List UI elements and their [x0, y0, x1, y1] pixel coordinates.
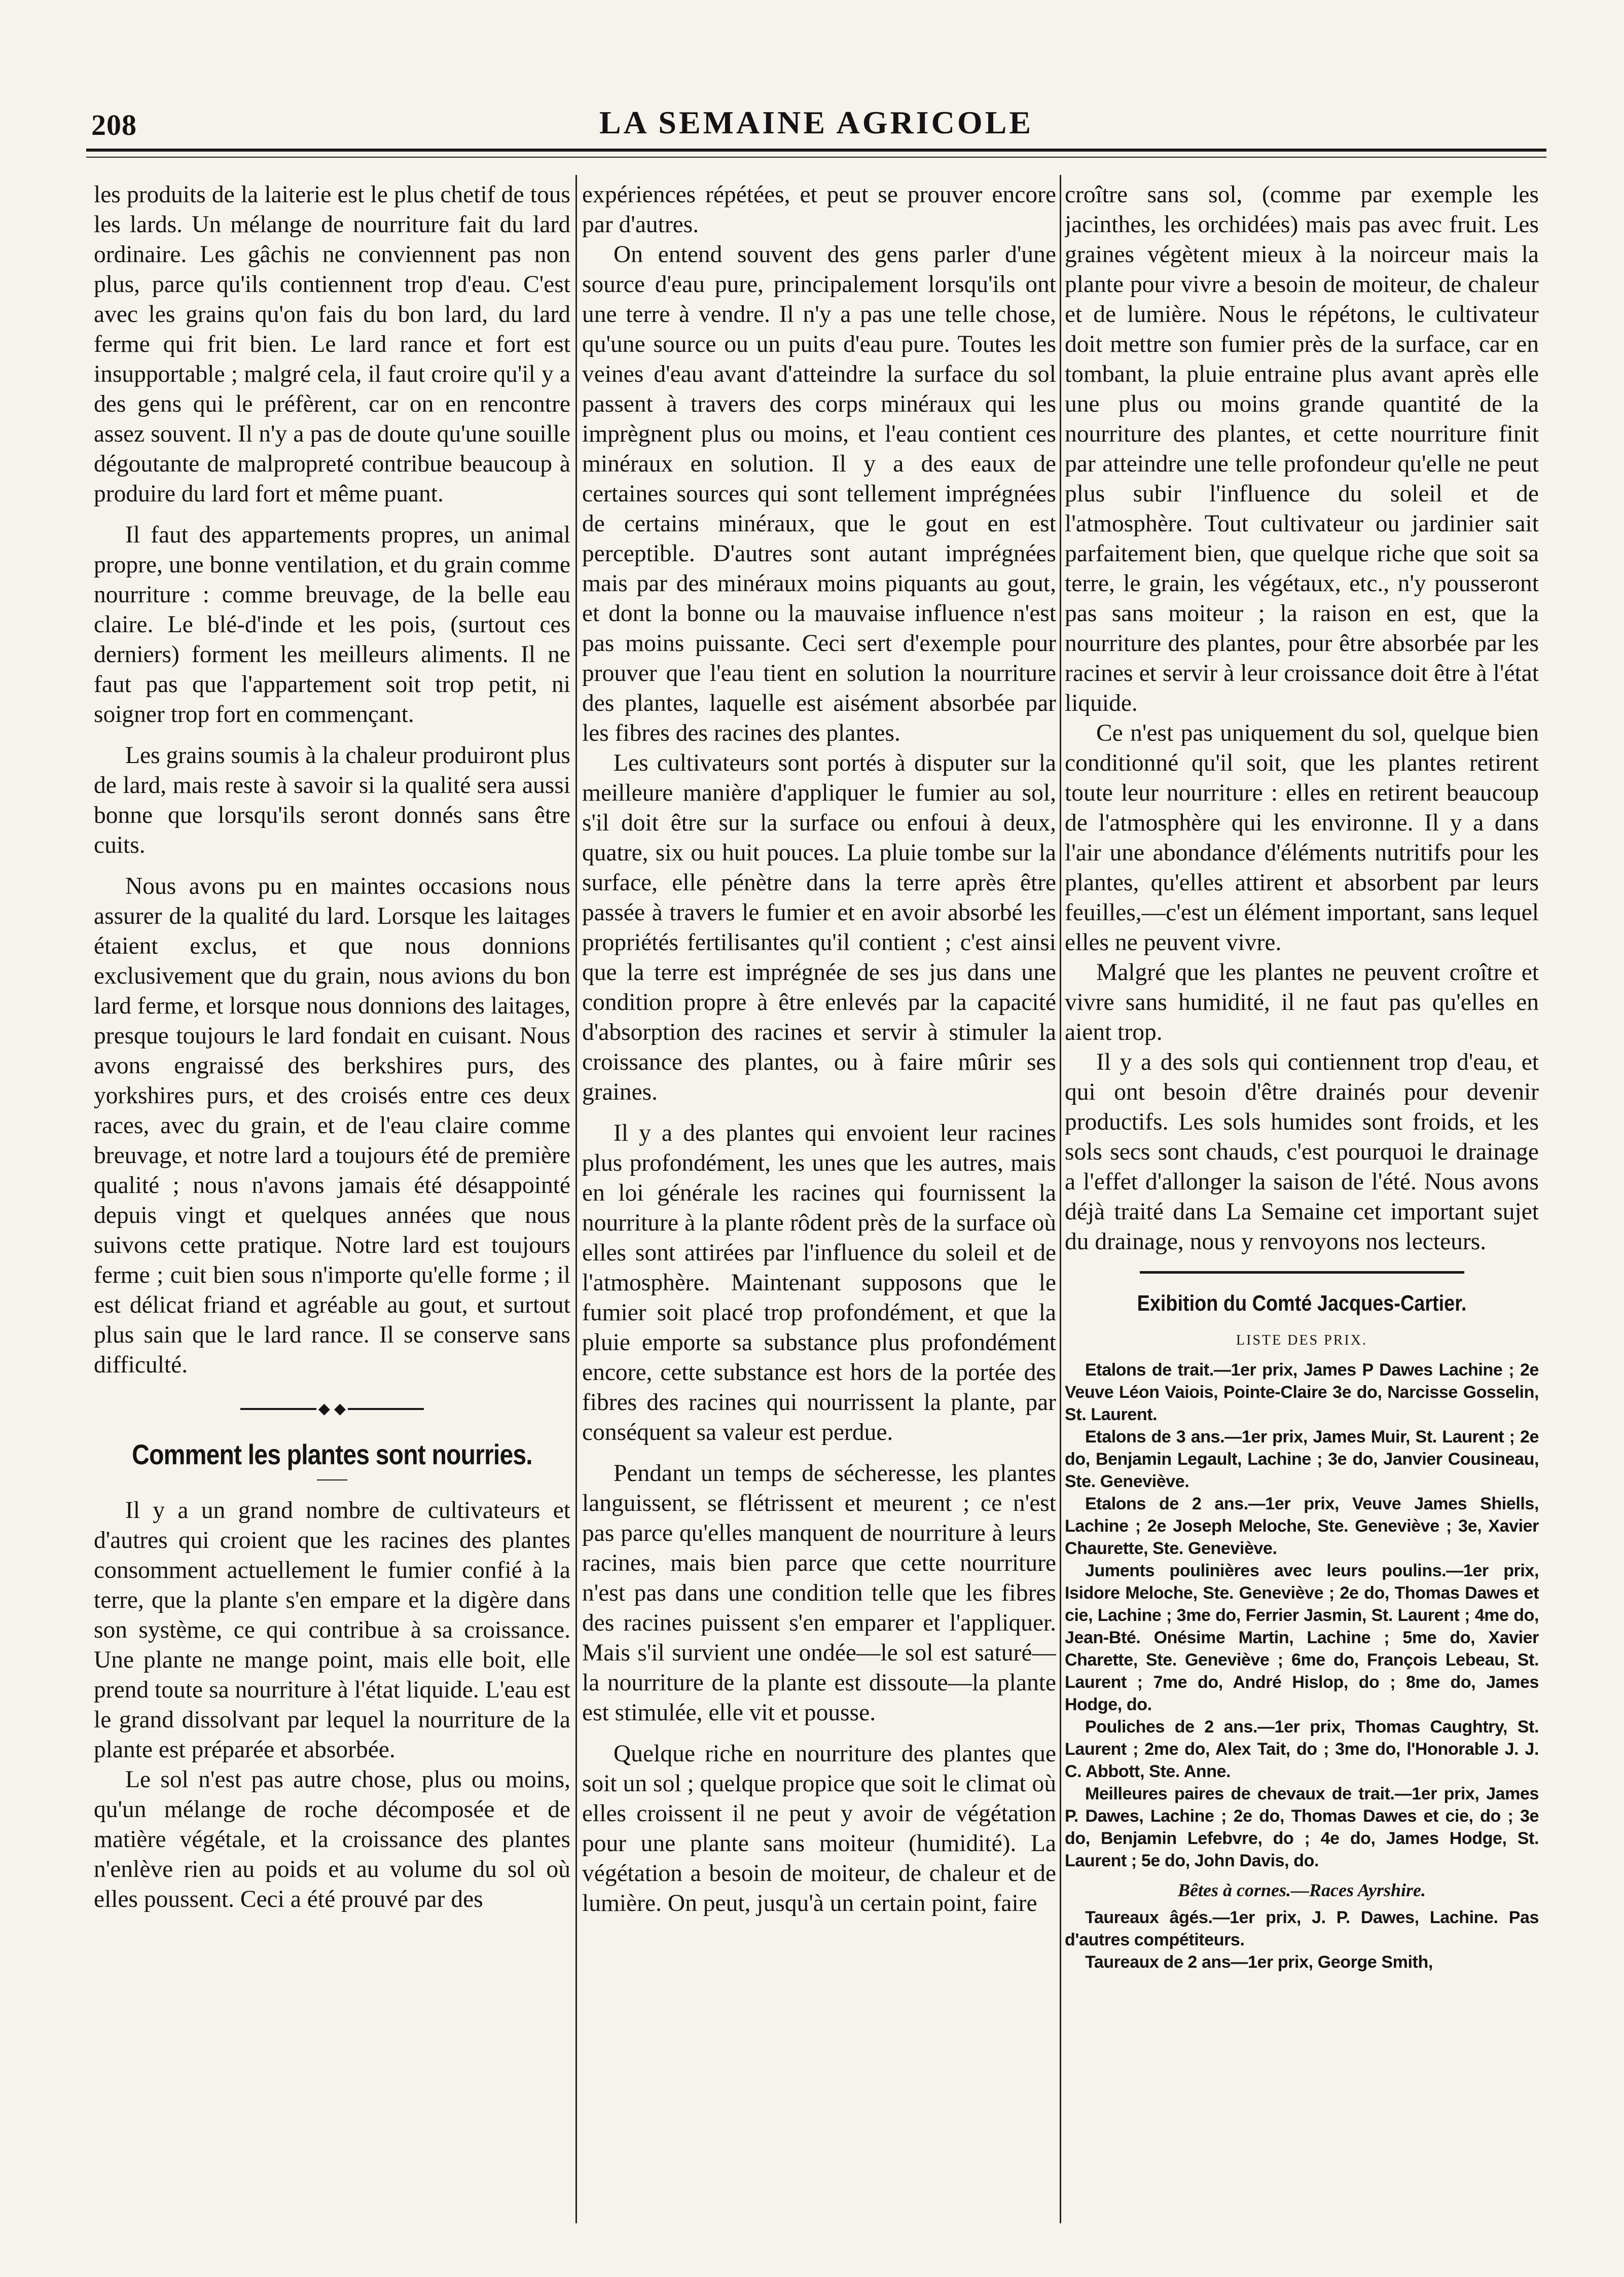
section-title: Comment les plantes sont nourries. — [132, 1438, 532, 1470]
paragraph: On entend souvent des gens parler d'une source d'eau pure, principalement lorsqu'ils ont une terre à vendre. Il n'y a pas une telle chose, qu'une source ou un puits d'eau pure. Toutes les veines d'eau avant d'atteindre la surface du sol passent à travers des corps minéraux qui les imprègnent plus ou moins, et l'eau contient ces minéraux en solution. Il y a des eaux de certaines sources qui sont tellement imprégnées de certains minéraux, que le gout en est perceptible. D'autres sont autant imprégnées mais par des minéraux moins piquants au gout, et dont la bonne ou la mauvaise influence n'est pas moins puissante. Ceci sert d'exemple pour prouver que l'eau tient en solution la nourriture des plantes, laquelle est aisément absorbée par les fibres des racines des plantes. — [582, 241, 1056, 746]
prize-entry: Pouliches de 2 ans.—1er prix, Thomas Caughtry, St. Laurent ; 2me do, Alex Tait, do ; 3me do, l'Honorable J. J. C. Abbott, Ste. Anne. — [1065, 1717, 1539, 1781]
exhibition-title: Exibition du Comté Jacques-Cartier. — [1137, 1291, 1467, 1316]
paragraph: Malgré que les plantes ne peuvent croître et vivre sans humidité, il ne faut pas qu'elles en aient trop. — [1065, 959, 1539, 1045]
column-2 — [582, 180, 1056, 2238]
paragraph: Pendant un temps de sécheresse, les plantes languissent, se flétrissent et meurent ; ce n'est pas parce qu'elles manquent de nourriture à leurs racines, mais bien parce que cette nourriture n'est pas dans une condition telle que les fibres des racines puissent s'en emparer et l'appliquer. Mais s'il survient une ondée—le sol est saturé—la nourriture de la plante est dissoute—la plante est stimulée, elle vit et pousse. — [582, 1460, 1056, 1726]
paragraph: Les grains soumis à la chaleur produiront plus de lard, mais reste à savoir si la qualité sera aussi bonne que lorsqu'ils seront donnés sans être cuits. — [94, 742, 570, 858]
paragraph: Il y a des plantes qui envoient leur racines plus profondément, les unes que les autres, mais en loi générale les racines qui fournissent la nourriture à la plante rôdent près de la surface où elles sont attirées par l'influence du soleil et de l'atmosphère. Maintenant supposons que le fumier soit placé trop profondément, et que la pluie emporte sa substance plus profondément encore, cette substance est hors de la portée des fibres des racines qui nourrissent la plante, par conséquent sa valeur est perdue. — [582, 1120, 1056, 1445]
prize-entry: Taureaux âgés.—1er prix, J. P. Dawes, Lachine. Pas d'autres compétiteurs. — [1065, 1908, 1539, 1949]
prize-entry: Etalons de 3 ans.—1er prix, James Muir, St. Laurent ; 2e do, Benjamin Legault, Lachine ; 3e do, Janvier Cousineau, Ste. Geneviève. — [1065, 1427, 1539, 1491]
prize-entry: Etalons de trait.—1er prix, James P Dawes Lachine ; 2e Veuve Léon Vaiois, Pointe-Claire 3e do, Narcisse Gosselin, St. Laurent. — [1065, 1360, 1539, 1424]
paragraph: Il y a un grand nombre de cultivateurs et d'autres qui croient que les racines des plantes consomment actuellement le fumier confié à la terre, que la plante s'en empare et la digère dans son système, ce qui contribue à sa croissance. Une plante ne mange point, mais elle boit, elle prend toute sa nourriture à l'état liquide. L'eau est le grand dissolvant par lequel la nourriture de la plante est préparée et absorbée. — [94, 1497, 570, 1763]
paragraph: Le sol n'est pas autre chose, plus ou moins, qu'un mélange de roche décomposée et de matière végétale, et la croissance des plantes n'enlève rien au poids et au volume du sol où elles poussent. Ceci a été prouvé par des — [94, 1766, 570, 1912]
prize-list-title: LISTE DES PRIX. — [1236, 1332, 1367, 1348]
column-divider — [575, 175, 577, 2223]
paragraph: expériences répétées, et peut se prouver encore par d'autres. — [582, 182, 1056, 238]
paragraph: Il faut des appartements propres, un animal propre, une bonne ventilation, et du grain comme nourriture : comme breuvage, de la belle eau claire. Le blé-d'inde et les pois, (surtout ces derniers) forment les meilleurs aliments. Il ne faut pas que l'appartement soit trop petit, ni soigner trop fort en commençant. — [94, 522, 570, 728]
column-1 — [94, 180, 570, 2238]
prize-entry: Taureaux de 2 ans—1er prix, George Smith, — [1085, 1953, 1433, 1972]
section-rule — [1140, 1271, 1464, 1274]
prize-entry: Etalons de 2 ans.—1er prix, Veuve James Shiells, Lachine ; 2e Joseph Meloche, Ste. Geneviève ; 3e, Xavier Chaurette, Ste. Geneviève. — [1065, 1494, 1539, 1558]
paragraph: croître sans sol, (comme par exemple les jacinthes, les orchidées) mais pas avec fruit. Les graines végètent mieux à la noirceur mais la plante pour vivre a besoin de moiteur, de chaleur et de lumière. Nous le répétons, le cultivateur doit mettre son fumier près de la surface, car en tombant, la pluie entraine plus avant après elle une plus ou moins grande quantité de la nourriture des plantes, et cette nourriture finit par atteindre une telle profondeur qu'elle ne peut plus subir l'influence du soleil et de l'atmosphère. Tout cultivateur ou jardinier sait parfaitement bien, que quelque riche que soit sa terre, le grain, les végétaux, etc., n'y pousseront pas sans moiteur ; la raison en est, que la nourriture des plantes, pour être absorbée par les racines et servir à leur croissance doit être à l'état liquide. — [1065, 182, 1539, 716]
journal-title: LA SEMAINE AGRICOLE — [599, 104, 1034, 140]
paragraph: Il y a des sols qui contiennent trop d'eau, et qui ont besoin d'être drainés pour devenir productifs. Les sols humides sont froids, et les sols secs sont chauds, c'est pourquoi le drainage a l'effet d'allonger la saison de l'été. Nous avons déjà traité dans La Semaine cet important sujet du drainage, nous y renvoyons nos lecteurs. — [1065, 1049, 1539, 1255]
page-number: 208 — [91, 109, 137, 141]
paragraph: les produits de la laiterie est le plus chetif de tous les lards. Un mélange de nourriture fait du lard ordinaire. Les gâchis ne conviennent pas non plus, parce qu'ils contiennent trop d'eau. C'est avec les grains qu'on fais du bon lard, du lard ferme qui frit bien. Le lard rance et fort est insupportable ; malgré cela, il faut croire qu'il y a des gens qui le préfèrent, car on en rencontre assez souvent. Il n'y a pas de doute qu'une souille dégoutante de malpropreté contribue beaucoup à produire du lard fort et même puant. — [94, 182, 570, 507]
short-rule — [317, 1479, 347, 1480]
prize-entry: Meilleures paires de chevaux de trait.—1er prix, James P. Dawes, Lachine ; 2e do, Thomas Dawes et cie, do ; 3e do, Benjamin Lefebvre, do ; 4e do, James Hodge, St. Laurent ; 5e do, John Davis, do. — [1065, 1784, 1539, 1870]
paragraph: Ce n'est pas uniquement du sol, quelque bien conditionné qu'il soit, que les plantes retirent toute leur nourriture : elles en retirent beaucoup de l'atmosphère qui les environne. Il y a dans l'air une abondance d'éléments nutritifs pour les plantes, qu'elles attirent et absorbent par leurs feuilles,—c'est un élément important, sans lequel elles ne peuvent vivre. — [1065, 720, 1539, 956]
column-divider — [1060, 175, 1061, 2223]
header-rule — [86, 149, 1546, 158]
page-header — [86, 104, 1546, 150]
paragraph: Quelque riche en nourriture des plantes que soit un sol ; quelque propice que soit le climat où elles croissent il ne peut y avoir de végétation pour une plante sans moiteur (humidité). La végétation a besoin de moiteur, de chaleur et de lumière. On peut, jusqu'à un certain point, faire — [582, 1741, 1056, 1917]
paragraph: Nous avons pu en maintes occasions nous assurer de la qualité du lard. Lorsque les laitages étaient exclus, et que nous donnions exclusivement que du grain, nous avions du bon lard ferme, et lorsque nous donnions des laitages, presque toujours le lard fondait en cuisant. Nous avons engraissé des berkshires purs, des yorkshires purs, et des croisés entre ces deux races, avec du grain, et de l'eau claire comme breuvage, et notre lard a toujours été de première qualité ; nous n'avons jamais été désappointé depuis vingt et quelques années que nous suivons cette pratique. Notre lard est toujours ferme ; cuit bien sous n'importe qu'elle forme ; il est délicat friand et agréable au gout, et surtout plus sain que le lard rance. Il se conserve sans difficulté. — [94, 873, 570, 1378]
paragraph: Les cultivateurs sont portés à disputer sur la meilleure manière d'appliquer le fumier au sol, s'il doit être sur la surface ou enfoui à deux, quatre, six ou huit pouces. La pluie tombe sur la surface, elle pénètre dans la terre après être passée à travers le fumier et en avoir absorbé les propriétés fertilisantes qu'il contient ; c'est ainsi que la terre est imprégnée de ses jus dans une condition propre à être enlevés par la capacité d'absorption des racines et servir à stimuler la croissance des plantes, ou à faire mûrir ses graines. — [582, 750, 1056, 1105]
prize-entry: Juments poulinières avec leurs poulins.—1er prix, Isidore Meloche, Ste. Geneviève ; 2e do, Thomas Dawes et cie, Lachine ; 3me do, Ferrier Jasmin, St. Laurent ; 4me do, Jean-Bté. Onésime Martin, Lachine ; 5me do, Xavier Charette, Ste. Geneviève ; 6me do, François Lebeau, St. Laurent ; 7me do, André Hislop, do ; 8me do, James Hodge, do. — [1065, 1561, 1539, 1714]
column-3 — [1065, 180, 1539, 2238]
ornamental-divider: ◆ ◆ — [94, 1391, 570, 1427]
cattle-subtitle: Bêtes à cornes.—Races Ayrshire. — [1178, 1880, 1426, 1900]
